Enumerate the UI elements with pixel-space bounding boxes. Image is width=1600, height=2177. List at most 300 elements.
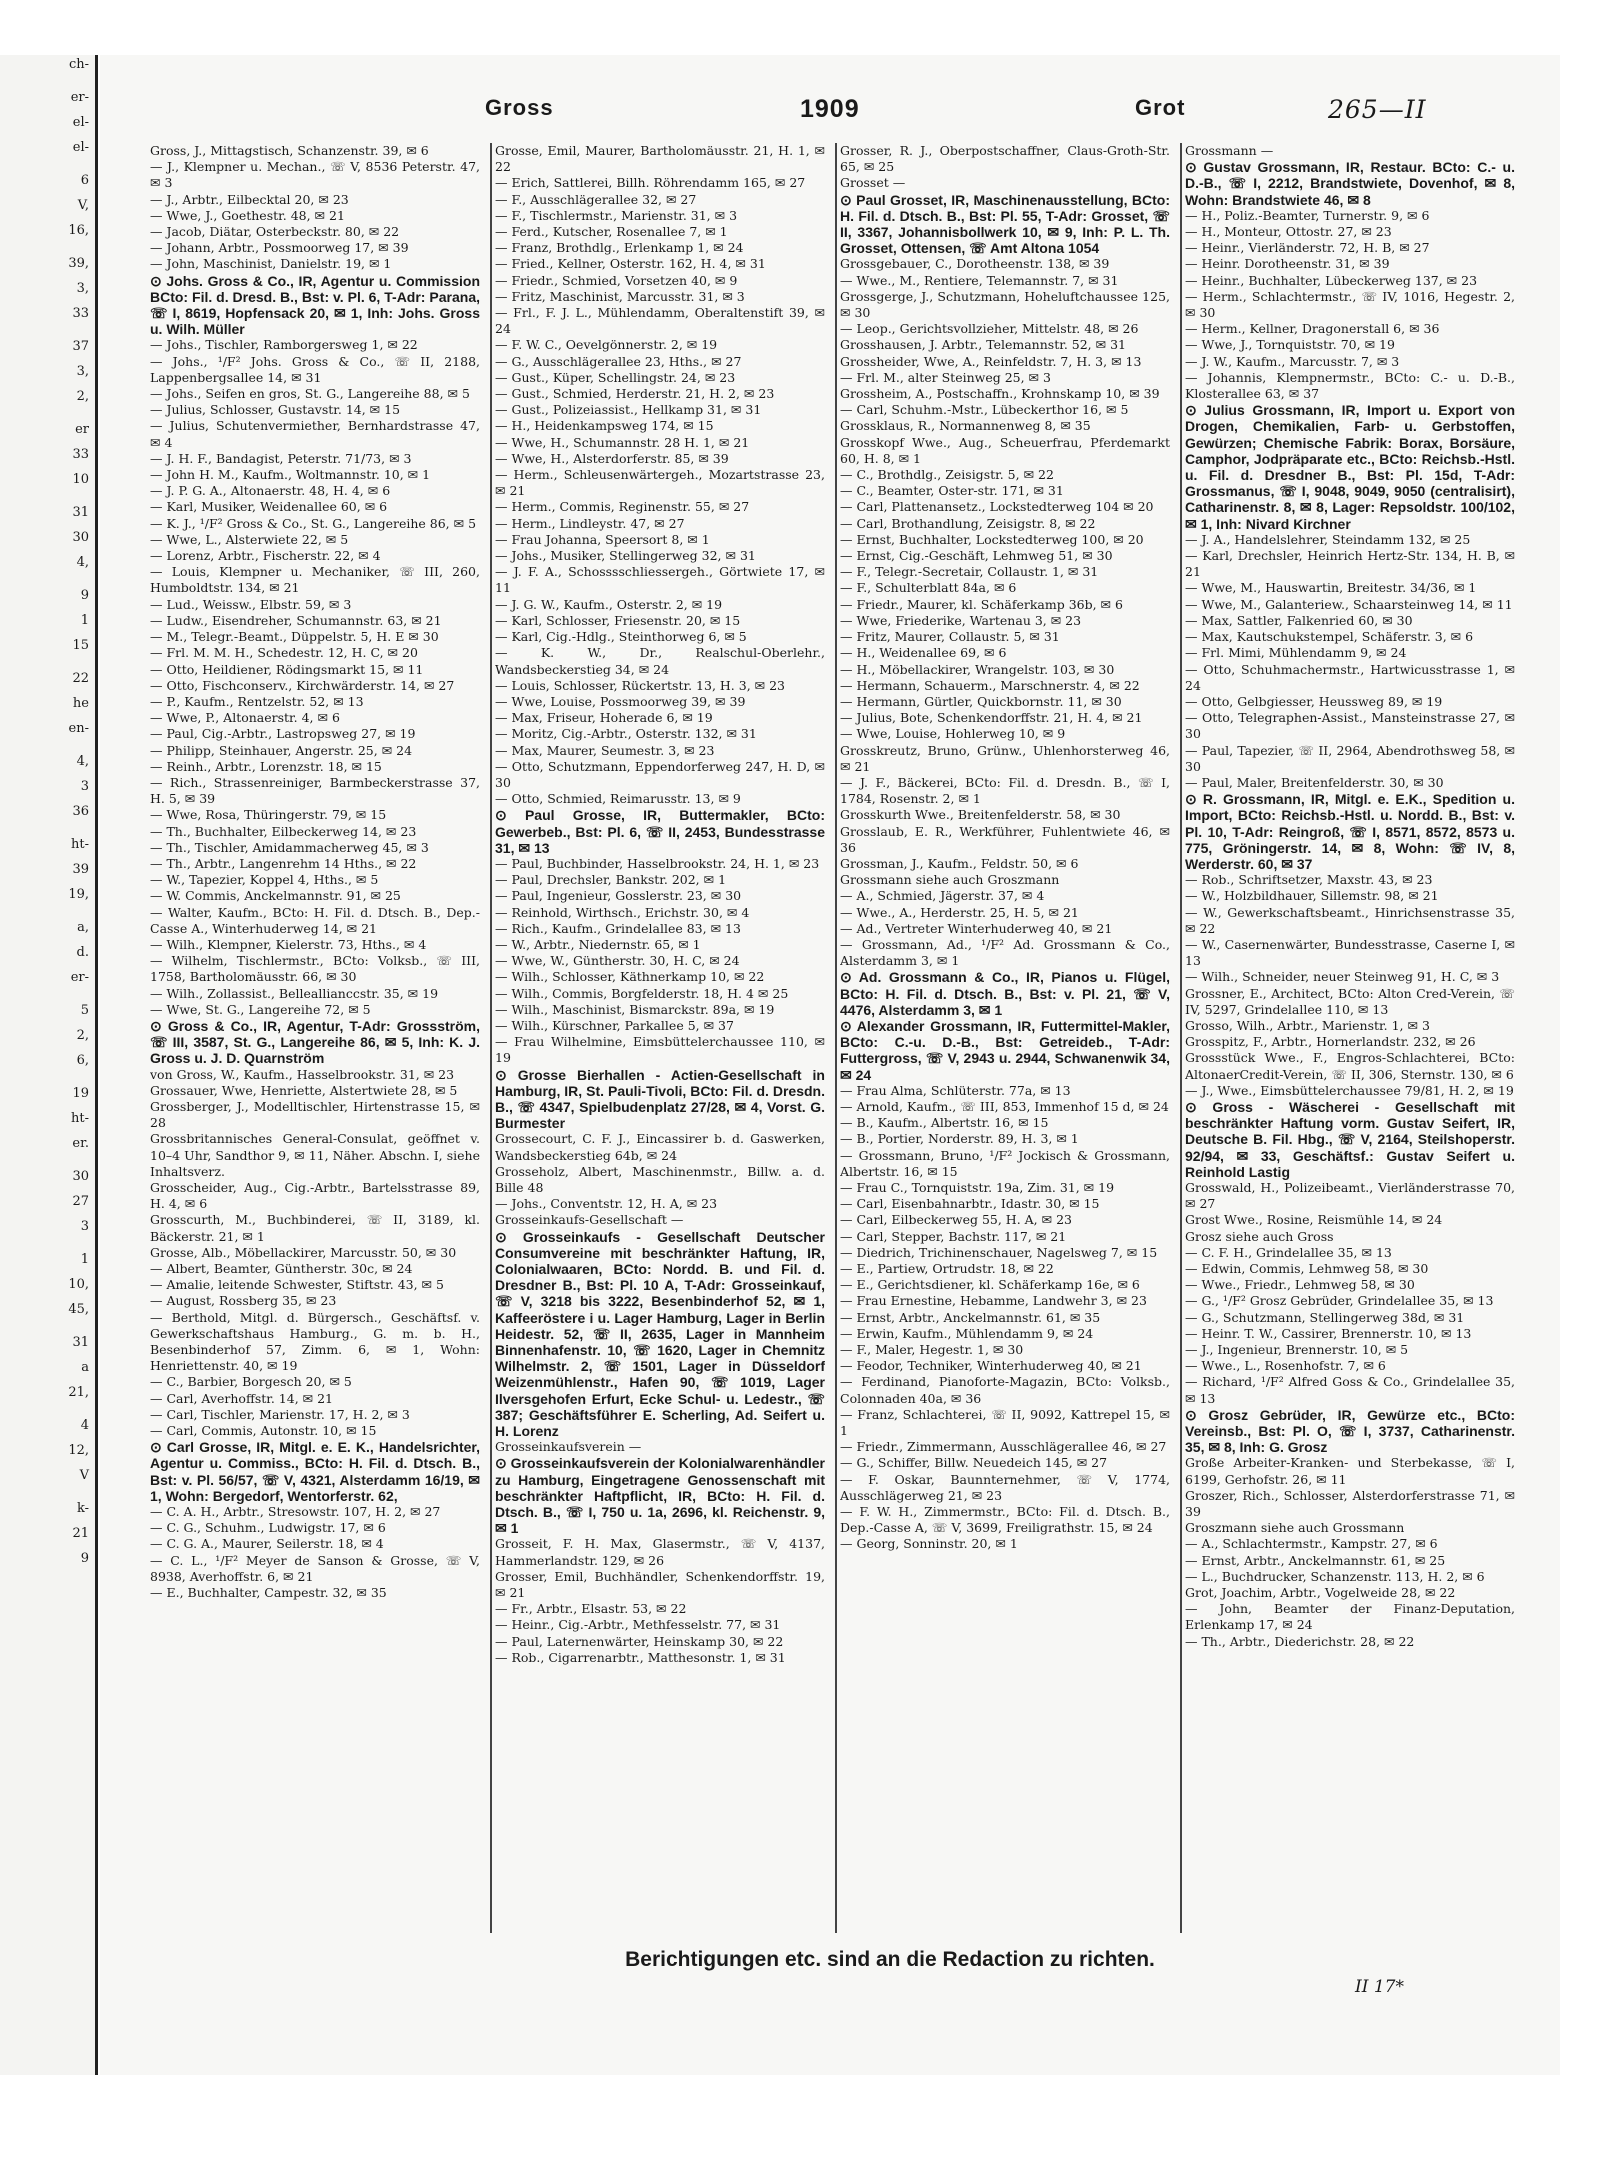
directory-entry: — Richard, ¹/F² Alfred Goss & Co., Grindelallee 35, ✉ 13: [1185, 1374, 1515, 1406]
directory-entry: — F. W. H., Zimmermstr., BCto: Fil. d. Dtsch. B., Dep.-Casse A, ☏ V, 3699, Freiligrathstr. 15, ✉ 24: [840, 1504, 1170, 1536]
directory-entry: ⊙ Gross - Wäscherei - Gesellschaft mit beschränkter Haftung vorm. Gustav Seifert, IR, Deutsche B. Fil. Hbg., ☏ V, 2164, Steilshoperstr. 92/94, ✉ 33, Geschäftsf.: Gustav Seifert u. Reinhold Lastig: [1185, 1098, 1515, 1180]
directory-entry: — C. G. A., Maurer, Seilerstr. 18, ✉ 4: [150, 1536, 384, 1552]
directory-entry: — Paul, Drechsler, Bankstr. 202, ✉ 1: [495, 872, 727, 888]
adjacent-page-fragment: 6: [80, 173, 89, 188]
directory-entry: — F., Ausschlägerallee 32, ✉ 27: [495, 191, 697, 207]
directory-entry: — Ferd., Kutscher, Rosenallee 7, ✉ 1: [495, 224, 728, 240]
directory-page: [100, 55, 1560, 2075]
directory-entry: — W., Tapezier, Koppel 4, Hths., ✉ 5: [150, 872, 379, 888]
directory-entry: Grossner, E., Architect, BCto: Alton Cred-Verein, ☏ IV, 5297, Grindelallee 110, ✉ 13: [1185, 985, 1515, 1017]
directory-entry: — Th., Arbtr., Diederichstr. 28, ✉ 22: [1185, 1633, 1415, 1649]
directory-entry: — Lorenz, Arbtr., Fischerstr. 22, ✉ 4: [150, 548, 381, 564]
directory-entry: — Ernst, Buchhalter, Lockstedterweg 100, ✉ 20: [840, 531, 1144, 547]
adjacent-page-fragment: 27: [72, 1194, 89, 1209]
directory-entry: — Franz, Schlachterei, ☏ II, 9092, Kattrepel 15, ✉ 1: [840, 1406, 1170, 1439]
directory-entry: — Wwe, Louise, Hohlerweg 10, ✉ 9: [840, 726, 1066, 742]
directory-entry: — Ernst, Cig.-Geschäft, Lehmweg 51, ✉ 30: [840, 548, 1113, 564]
directory-column-4: [1185, 143, 1515, 1933]
directory-entry: — Paul, Ingenieur, Gosslerstr. 23, ✉ 30: [495, 888, 742, 904]
adjacent-page-fragment: en-: [68, 721, 89, 736]
directory-entry: Grosseinkaufs-Gesellschaft —: [495, 1212, 684, 1228]
directory-entry: Grot, Joachim, Arbtr., Vogelweide 28, ✉ 22: [1185, 1585, 1456, 1601]
directory-entry: Grosset —: [840, 175, 906, 191]
directory-entry: — Carl, Plattenansetz., Lockstedterweg 104 ✉ 20: [840, 499, 1154, 515]
directory-entry: — Johannis, Klempnermstr., BCto: C.- u. D.-B., Klosterallee 63, ✉ 37: [1185, 369, 1515, 402]
adjacent-page-fragment: 30: [72, 530, 89, 545]
directory-entry: — Carl, Eisenbahnarbtr., Idastr. 30, ✉ 15: [840, 1196, 1100, 1212]
directory-entry: — W., Arbtr., Niedernstr. 65, ✉ 1: [495, 936, 701, 952]
directory-entry: — Rob., Schriftsetzer, Maxstr. 43, ✉ 23: [1185, 872, 1433, 888]
directory-entry: Große Arbeiter-Kranken- und Sterbekasse, ☏ I, 6199, Gerhofstr. 26, ✉ 11: [1185, 1455, 1515, 1487]
adjacent-page-fragment: 36: [72, 804, 89, 819]
directory-entry: — Otto, Schutzmann, Eppendorferweg 247, H. D, ✉ 30: [495, 758, 825, 790]
directory-entry: — Heinr., Cig.-Arbtr., Methfesselstr. 77, ✉ 31: [495, 1617, 781, 1633]
directory-entry: Grosskopf Wwe., Aug., Scheuerfrau, Pferdemarkt 60, H. 8, ✉ 1: [840, 434, 1170, 466]
directory-entry: — Otto, Telegraphen-Assist., Mansteinstrasse 27, ✉ 30: [1185, 710, 1515, 742]
directory-entry: — Carl, Tischler, Marienstr. 17, H. 2, ✉ 3: [150, 1406, 410, 1422]
directory-entry: ⊙ Grosseinkaufsverein der Kolonialwarenhändler zu Hamburg, Eingetragene Genossenschaft mit beschränkter Haftpflicht, IR, BCto: H. Fil. d. Dtsch. B., ☏ I, 750 u. 1a, 2696, kl. Reichenstr. 9, ✉ 1: [495, 1455, 825, 1537]
directory-entry: Grosskreutz, Bruno, Grünw., Uhlenhorsterweg 46, ✉ 21: [840, 742, 1170, 774]
directory-entry: — Frau C., Tornquiststr. 19a, Zim. 31, ✉ 19: [840, 1180, 1115, 1195]
directory-entry: — Reinhold, Wirthsch., Erichstr. 30, ✉ 4: [495, 904, 750, 920]
directory-entry: — Gust., Schmied, Herderstr. 21, H. 2, ✉ 23: [495, 386, 775, 402]
directory-entry: — Wwe, H., Alsterdorferstr. 85, ✉ 39: [495, 450, 729, 466]
directory-entry: Grossgebauer, C., Dorotheenstr. 138, ✉ 39: [840, 256, 1110, 272]
directory-entry: — Heinr. T. W., Cassirer, Brennerstr. 10, ✉ 13: [1185, 1325, 1472, 1341]
footer-notice: Berichtigungen etc. sind an die Redaction zu richten.: [625, 1948, 1155, 1971]
directory-entry: — Carl, Schuhm.-Mstr., Lübeckerthor 16, ✉ 5: [840, 402, 1129, 418]
adjacent-page-fragment: 16,: [68, 223, 89, 238]
adjacent-page-fragment: 3: [80, 779, 89, 794]
directory-entry: — Lud., Weissw., Elbstr. 59, ✉ 3: [150, 596, 352, 612]
directory-entry: — Carl, Stepper, Bachstr. 117, ✉ 21: [840, 1228, 1067, 1244]
directory-entry: — G., Schutzmann, Stellingerweg 38d, ✉ 31: [1185, 1309, 1465, 1325]
adjacent-page-fragment: er-: [70, 90, 89, 105]
adjacent-page-fragment: 39: [72, 862, 89, 877]
directory-entry: Grossmann siehe auch Groszmann: [840, 872, 1060, 888]
adjacent-page-fragment: a: [81, 1360, 89, 1375]
directory-entry: — Heinr. Dorotheenstr. 31, ✉ 39: [1185, 256, 1390, 272]
directory-entry: — Hermann, Gürtler, Quickbornstr. 11, ✉ 30: [840, 693, 1122, 709]
directory-entry: — K. J., ¹/F² Gross & Co., St. G., Langereihe 86, ✉ 5: [150, 515, 477, 531]
directory-entry: — Frl. M. M. H., Schedestr. 12, H. C, ✉ 20: [150, 645, 418, 661]
directory-entry: — J., Ingenieur, Brennerstr. 10, ✉ 5: [1185, 1342, 1409, 1358]
adjacent-page-fragment: el-: [72, 140, 89, 155]
page-number: 265—II: [1328, 95, 1427, 124]
directory-entry: — Fritz, Maschinist, Marcusstr. 31, ✉ 3: [495, 288, 745, 304]
directory-entry: Grosse, Emil, Maurer, Bartholomäusstr. 21, H. 1, ✉ 22: [495, 143, 825, 175]
directory-entry: — Johs., Tischler, Ramborgersweg 1, ✉ 22: [150, 337, 418, 353]
directory-entry: — J. F., Bäckerei, BCto: Fil. d. Dresdn. B., ☏ I, 1784, Rosenstr. 2, ✉ 1: [840, 774, 1170, 807]
directory-entry: Grossstück Wwe., F., Engros-Schlachterei, BCto: AltonaerCredit-Verein, ☏ II, 306, Sternstr. 130, ✉ 6: [1185, 1050, 1515, 1082]
directory-entry: — Karl, Musiker, Weidenallee 60, ✉ 6: [150, 499, 388, 515]
directory-entry: ⊙ Alexander Grossmann, IR, Futtermittel-Makler, BCto: C.-u. D.-B., Bst: Getreideb., T-Adr: Futtergross, ☏ V, 2943 u. 2944, Schwanenwik 34, ✉ 24: [840, 1017, 1170, 1083]
adjacent-page-fragment: 39,: [68, 256, 89, 271]
directory-entry: — M., Telegr.-Beamt., Düppelstr. 5, H. E ✉ 30: [150, 629, 439, 645]
directory-entry: — Heinr., Buchhalter, Lübeckerweg 137, ✉ 23: [1185, 272, 1478, 288]
directory-entry: — Wwe, St. G., Langereihe 72, ✉ 5: [150, 1001, 371, 1017]
directory-entry: — Wwe, J., Goethestr. 48, ✉ 21: [150, 207, 345, 223]
directory-entry: — F. W. C., Oevelgönnerstr. 2, ✉ 19: [495, 337, 718, 353]
directory-entry: — E., Partiew, Ortrudstr. 18, ✉ 22: [840, 1261, 1054, 1277]
directory-entry: — Otto, Heildiener, Rödingsmarkt 15, ✉ 11: [150, 661, 424, 677]
directory-entry: — P., Kaufm., Rentzelstr. 52, ✉ 13: [150, 693, 364, 709]
header-year: 1909: [800, 95, 860, 123]
directory-entry: — Frau Ernestine, Hebamme, Landwehr 3, ✉ 23: [840, 1293, 1147, 1309]
directory-entry: — J. W., Kaufm., Marcusstr. 7, ✉ 3: [1185, 353, 1400, 369]
directory-column-1: [150, 143, 480, 1933]
directory-entry: — Wwe., M., Rentiere, Telemannstr. 7, ✉ 31: [840, 272, 1119, 288]
directory-entry: Grossgerge, J., Schutzmann, Hoheluftchaussee 125, ✉ 30: [840, 288, 1170, 321]
directory-entry: — J., Arbtr., Eilbecktal 20, ✉ 23: [150, 191, 349, 207]
directory-entry: ⊙ Johs. Gross & Co., IR, Agentur u. Commission BCto: Fil. d. Dresd. B., Bst: v. Pl. 6, T-Adr: Parana, ☏ I, 8619, Hopfensack 20, ✉ 1, Inh: Johs. Gross u. Wilh. Müller: [150, 272, 480, 338]
directory-entry: — Julius, Schutenvermiether, Bernhardstrasse 47, ✉ 4: [150, 418, 480, 450]
directory-entry: — Karl, Cig.-Hdlg., Steinthorweg 6, ✉ 5: [495, 629, 747, 645]
directory-entry: — Gust., Polizeiassist., Hellkamp 31, ✉ 31: [495, 402, 762, 418]
directory-entry: — Th., Tischler, Amidammacherweg 45, ✉ 3: [150, 839, 429, 855]
directory-entry: — Wilh., Zollassist., Belleallianccstr. 35, ✉ 19: [150, 985, 439, 1001]
directory-entry: — Ernst, Arbtr., Anckelmannstr. 61, ✉ 25: [1185, 1552, 1446, 1568]
directory-entry: — Otto, Schmied, Reimarusstr. 13, ✉ 9: [495, 791, 741, 807]
adjacent-page-fragment: 3: [80, 1219, 89, 1234]
directory-entry: — Albert, Beamter, Güntherstr. 30c, ✉ 24: [150, 1261, 413, 1277]
directory-entry: — Fr., Arbtr., Elsastr. 53, ✉ 22: [495, 1601, 687, 1617]
adjacent-page-fragment: 12,: [68, 1443, 89, 1458]
directory-entry: — Diedrich, Trichinenschauer, Nagelsweg 7, ✉ 15: [840, 1244, 1158, 1260]
directory-entry: Grosspitz, F., Arbtr., Hornerlandstr. 232, ✉ 26: [1185, 1034, 1476, 1050]
directory-entry: — H., Poliz.-Beamter, Turnerstr. 9, ✉ 6: [1185, 207, 1430, 223]
directory-entry: — Johs., Seifen en gros, St. G., Langereihe 88, ✉ 5: [150, 386, 470, 402]
adjacent-page-fragment: V: [79, 1468, 89, 1483]
directory-entry: — Gust., Küper, Schellingstr. 24, ✉ 23: [495, 369, 736, 385]
adjacent-page-fragment: 3,: [76, 281, 89, 296]
directory-entry: — W. Commis, Anckelmannstr. 91, ✉ 25: [150, 888, 401, 904]
directory-entry: — Karl, Drechsler, Heinrich Hertz-Str. 134, H. B, ✉ 21: [1185, 548, 1515, 580]
adjacent-page-fragment: 6,: [76, 1053, 89, 1068]
directory-columns: [150, 143, 1528, 1933]
directory-entry: Grosskurth Wwe., Breitenfelderstr. 58, ✉ 30: [840, 807, 1121, 823]
running-header: [100, 95, 1560, 135]
adjacent-page-fragment: 33: [72, 306, 89, 321]
directory-entry: — Karl, Schlosser, Friesenstr. 20, ✉ 15: [495, 612, 741, 628]
directory-entry: — F., Schulterblatt 84a, ✉ 6: [840, 580, 1017, 596]
directory-entry: Groszmann siehe auch Grossmann: [1185, 1520, 1405, 1536]
adjacent-page-fragment: 15: [72, 638, 89, 653]
directory-entry: — Louis, Schlosser, Rückertstr. 13, H. 3, ✉ 23: [495, 677, 785, 693]
directory-entry: — H., Möbellackirer, Wrangelstr. 103, ✉ 30: [840, 661, 1115, 677]
directory-entry: — K. W., Dr., Realschul-Oberlehr., Wandsbeckerstieg 34, ✉ 24: [495, 645, 825, 677]
directory-entry: Grossauer, Wwe, Henriette, Alstertwiete 28, ✉ 5: [150, 1082, 458, 1098]
directory-entry: — Herm., Commis, Reginenstr. 55, ✉ 27: [495, 499, 750, 515]
adjacent-page-fragment: 9: [80, 588, 89, 603]
directory-entry: — G., ¹/F² Grosz Gebrüder, Grindelallee 35, ✉ 13: [1185, 1293, 1494, 1309]
directory-entry: — Amalie, leitende Schwester, Stiftstr. 43, ✉ 5: [150, 1277, 444, 1293]
adjacent-page-fragment: 10: [72, 472, 89, 487]
adjacent-page-fragment: 2,: [76, 1028, 89, 1043]
directory-entry: — G., Ausschlägerallee 23, Hths., ✉ 27: [495, 353, 742, 369]
directory-entry: — Paul, Buchbinder, Hasselbrookstr. 24, H. 1, ✉ 23: [495, 855, 820, 871]
directory-entry: — Wilhelm, Tischlermstr., BCto: Volksb., ☏ III, 1758, Bartholomäusstr. 66, ✉ 30: [150, 953, 480, 985]
directory-entry: — Max, Friseur, Hoherade 6, ✉ 19: [495, 710, 713, 726]
directory-entry: — C. G., Schuhm., Ludwigstr. 17, ✉ 6: [150, 1520, 386, 1536]
directory-entry: — Ferdinand, Pianoforte-Magazin, BCto: Volksb., Colonnaden 40a, ✉ 36: [840, 1374, 1170, 1406]
directory-entry: — W., Gewerkschaftsbeamt., Hinrichsenstrasse 35, ✉ 22: [1185, 904, 1515, 936]
directory-entry: ⊙ Ad. Grossmann & Co., IR, Pianos u. Flügel, BCto: H. Fil. d. Dtsch. B., Bst: v. Pl. 21, ☏ V, 4476, Alsterdamm 3, ✉ 1: [840, 969, 1170, 1018]
adjacent-page-fragment: 9: [80, 1551, 89, 1566]
directory-entry: — W., Casernenwärter, Bundesstrasse, Caserne I, ✉ 13: [1185, 936, 1515, 969]
directory-entry: — C. L., ¹/F² Meyer de Sanson & Grosse, ☏ V, 8938, Averhoffstr. 6, ✉ 21: [150, 1552, 480, 1584]
directory-entry: Grossberger, J., Modelltischler, Hirtenstrasse 15, ✉ 28: [150, 1098, 480, 1131]
directory-entry: — Otto, Gelbgiesser, Heussweg 89, ✉ 19: [1185, 693, 1443, 709]
directory-entry: — Wilh., Maschinist, Bismarckstr. 89a, ✉ 19: [495, 1001, 775, 1017]
directory-entry: — Wwe, M., Galanteriew., Schaarsteinweg 14, ✉ 11: [1185, 596, 1513, 612]
directory-entry: Grosswald, H., Polizeibeamt., Vierländerstrasse 70, ✉ 27: [1185, 1180, 1515, 1212]
directory-entry: — Wwe, P., Altonaerstr. 4, ✉ 6: [150, 710, 340, 726]
adjacent-page-fragment: 37: [72, 339, 89, 354]
directory-entry: ⊙ Gustav Grossmann, IR, Restaur. BCto: C.- u. D.-B., ☏ I, 2212, Brandstwiete, Dovenhof, ✉ 8, Wohn: Brandstwiete 46, ✉ 8: [1185, 159, 1515, 208]
directory-entry: — Jacob, Diätar, Osterbeckstr. 80, ✉ 22: [150, 224, 400, 240]
adjacent-page-fragment: er-: [70, 970, 89, 985]
directory-entry: — A., Schlachtermstr., Kampstr. 27, ✉ 6: [1185, 1536, 1438, 1552]
directory-entry: — E., Buchhalter, Campestr. 32, ✉ 35: [150, 1585, 387, 1601]
directory-entry: — Arnold, Kaufm., ☏ III, 853, Immenhof 15 d, ✉ 24: [840, 1098, 1169, 1114]
directory-entry: — Philipp, Steinhauer, Angerstr. 25, ✉ 24: [150, 742, 413, 758]
directory-entry: ⊙ R. Grossmann, IR, Mitgl. e. E.K., Spedition u. Import, BCto: Reichsb.-Hstl. u. Nordd. B., Bst: v. Pl. 10, T-Adr: Reingroß, ☏ I, 8571, 8572, 8573 u. 775, Gröningerstr. 14, ✉ 8, Wohn: ☏ IV, 8, Werderstr. 60, ✉ 37: [1185, 791, 1515, 872]
directory-entry: — Wwe, Friederike, Wartenau 3, ✉ 23: [840, 612, 1082, 628]
directory-entry: Grost Wwe., Rosine, Reismühle 14, ✉ 24: [1185, 1212, 1443, 1228]
directory-entry: Grosser, Emil, Buchhändler, Schenkendorffstr. 19, ✉ 21: [495, 1568, 825, 1601]
directory-entry: — Paul, Cig.-Arbtr., Lastropsweg 27, ✉ 19: [150, 726, 416, 742]
adjacent-page-fragment: er: [75, 422, 89, 437]
directory-entry: ⊙ Grosse Bierhallen - Actien-Gesellschaft in Hamburg, IR, St. Pauli-Tivoli, BCto: Fil. d. Dresdn. B., ☏ 4347, Spielbudenplatz 27/28, ✉ 4, Vorst. G. Burmester: [495, 1066, 825, 1132]
directory-entry: — Moritz, Cig.-Arbtr., Osterstr. 132, ✉ 31: [495, 726, 757, 742]
directory-entry: — Louis, Klempner u. Mechaniker, ☏ III, 260, Humboldtstr. 134, ✉ 21: [150, 564, 480, 596]
directory-entry: Grosso, Wilh., Arbtr., Marienstr. 1, ✉ 3: [1185, 1017, 1430, 1033]
directory-entry: Grosslaub, E. R., Werkführer, Fuhlentwiete 46, ✉ 36: [840, 823, 1170, 855]
directory-entry: — Th., Buchhalter, Eilbeckerweg 14, ✉ 23: [150, 823, 417, 839]
directory-entry: von Gross, W., Kaufm., Hasselbrookstr. 31, ✉ 23: [150, 1066, 455, 1082]
adjacent-page-fragment: ch-: [68, 57, 89, 72]
directory-entry: — B., Portier, Norderstr. 89, H. 3, ✉ 1: [840, 1131, 1079, 1147]
adjacent-page-fragment: 31: [72, 505, 89, 520]
directory-entry: — Heinr., Vierländerstr. 72, H. B, ✉ 27: [1185, 240, 1430, 256]
directory-entry: Grossheider, Wwe, A., Reinfeldstr. 7, H. 3, ✉ 13: [840, 353, 1142, 369]
directory-entry: — C., Barbier, Borgesch 20, ✉ 5: [150, 1374, 352, 1390]
directory-entry: — Julius, Schlosser, Gustavstr. 14, ✉ 15: [150, 402, 401, 418]
directory-entry: — B., Kaufm., Albertstr. 16, ✉ 15: [840, 1115, 1049, 1131]
directory-entry: — Julius, Bote, Schenkendorffstr. 21, H. 4, ✉ 21: [840, 710, 1143, 726]
adjacent-page-fragment: 10,: [68, 1277, 89, 1292]
directory-entry: — Max, Kautschukstempel, Schäferstr. 3, ✉ 6: [1185, 629, 1474, 645]
directory-entry: — J. P. G. A., Altonaerstr. 48, H. 4, ✉ 6: [150, 483, 391, 499]
directory-entry: — Rich., Strassenreiniger, Barmbeckerstrasse 37, H. 5, ✉ 39: [150, 774, 480, 807]
directory-entry: — John, Maschinist, Danielstr. 19, ✉ 1: [150, 256, 392, 272]
directory-entry: — J. G. W., Kaufm., Osterstr. 2, ✉ 19: [495, 596, 723, 612]
directory-entry: ⊙ Carl Grosse, IR, Mitgl. e. E. K., Handelsrichter, Agentur u. Commiss., BCto: H. Fil. d. Dtsch. B., Bst: v. Pl. 56/57, ☏ V, 4321, Alsterdamm 16/19, ✉ 1, Wohn: Bergedorf, Wentorferstr. 62,: [150, 1439, 480, 1504]
adjacent-page-fragment: 2,: [76, 389, 89, 404]
directory-entry: — Paul, Maler, Breitenfelderstr. 30, ✉ 30: [1185, 774, 1444, 790]
directory-entry: — Frl. Mimi, Mühlendamm 9, ✉ 24: [1185, 645, 1407, 661]
directory-entry: — Reinh., Arbtr., Lorenzstr. 18, ✉ 15: [150, 758, 382, 774]
directory-entry: — Paul, Tapezier, ☏ II, 2964, Abendrothsweg 58, ✉ 30: [1185, 742, 1515, 774]
directory-entry: — J. H. F., Bandagist, Peterstr. 71/73, ✉ 3: [150, 450, 412, 466]
directory-entry: — H., Weidenallee 69, ✉ 6: [840, 645, 1007, 661]
adjacent-page-fragment: 4: [80, 1418, 89, 1433]
directory-entry: Grosz siehe auch Gross: [1185, 1228, 1334, 1244]
directory-entry: — Johann, Arbtr., Possmoorweg 17, ✉ 39: [150, 240, 409, 256]
directory-entry: — Frl. M., alter Steinweg 25, ✉ 3: [840, 369, 1051, 385]
directory-entry: — J., Wwe., Eimsbüttelerchaussee 79/81, H. 2, ✉ 19: [1185, 1082, 1514, 1098]
directory-entry: — Carl, Eilbeckerweg 55, H. A, ✉ 23: [840, 1212, 1072, 1228]
directory-entry: — F., Telegr.-Secretair, Collaustr. 1, ✉ 31: [840, 564, 1099, 580]
directory-entry: — Wwe., Friedr., Lehmweg 58, ✉ 30: [1185, 1277, 1415, 1293]
directory-entry: — John, Beamter der Finanz-Deputation, Erlenkamp 17, ✉ 24: [1185, 1601, 1515, 1633]
sheet-signature: II 17*: [1355, 1977, 1404, 1997]
adjacent-page-fragment: 30: [72, 1169, 89, 1184]
header-first-entry: Gross: [485, 95, 554, 120]
directory-entry: — Carl, Commis, Autonstr. 10, ✉ 15: [150, 1423, 377, 1439]
directory-entry: — Herm., Kellner, Dragonerstall 6, ✉ 36: [1185, 321, 1440, 337]
directory-entry: — Wwe., L., Rosenhofstr. 7, ✉ 6: [1185, 1358, 1386, 1374]
directory-entry: — Carl, Averhoffstr. 14, ✉ 21: [150, 1390, 334, 1406]
adjacent-page-fragment: 3,: [76, 364, 89, 379]
directory-entry: — Herm., Schlachtermstr., ☏ IV, 1016, Hegestr. 2, ✉ 30: [1185, 288, 1515, 321]
directory-entry: — Franz, Brothdlg., Erlenkamp 1, ✉ 24: [495, 240, 744, 256]
directory-entry: — J. A., Handelslehrer, Steindamm 132, ✉ 25: [1185, 531, 1471, 547]
directory-entry: — Wwe, W., Güntherstr. 30, H. C, ✉ 24: [495, 953, 740, 969]
directory-entry: — Max, Sattler, Falkenried 60, ✉ 30: [1185, 612, 1413, 628]
adjacent-page-fragment: ht-: [71, 837, 89, 852]
directory-entry: — Wwe, M., Hauswartin, Breitestr. 34/36, ✉ 1: [1185, 580, 1477, 596]
directory-entry: ⊙ Julius Grossmann, IR, Import u. Export von Drogen, Chemikalien, Farb- u. Gerbstoffen, Gewürzen; Chemische Fabrik: Borax, Borsäure, Camphor, Jodpräparate etc., BCto: Reichsb.-Hstl. u. Fil. d. Dresdner B., Bst: Pl. 15d, T-Adr: Grossmanus, ☏ I, 9048, 9049, 9050 (centralisirt), Catharinenstr. 8, ✉ 8, Lager: Repsoldstr. 100/102, ✉ 1, Inh: Nivard Kirchner: [1185, 402, 1515, 532]
directory-entry: — C., Brothdlg., Zeisigstr. 5, ✉ 22: [840, 467, 1054, 483]
directory-entry: — Frl., F. J. L., Mühlendamm, Oberaltenstift 39, ✉ 24: [495, 305, 825, 337]
directory-entry: Grossmann —: [1185, 143, 1274, 158]
directory-entry: — Wilh., Schlosser, Käthnerkamp 10, ✉ 22: [495, 969, 765, 985]
directory-entry: ⊙ Paul Grosse, IR, Buttermakler, BCto: Gewerbeb., Bst: Pl. 6, ☏ II, 2453, Bundesstrasse 31, ✉ 13: [495, 807, 825, 856]
directory-entry: — Wilh., Klempner, Kielerstr. 73, Hths., ✉ 4: [150, 936, 427, 952]
adjacent-page-fragment: 33: [72, 447, 89, 462]
directory-entry: Grossbritannisches General-Consulat, geöffnet v. 10–4 Uhr, Sandthor 9, ✉ 11, Näher. Abschn. I, siehe Inhaltsverz.: [150, 1131, 480, 1179]
directory-entry: Grosshausen, J. Arbtr., Telemannstr. 52, ✉ 31: [840, 337, 1126, 353]
adjacent-page-fragment: 19: [72, 1086, 89, 1101]
directory-entry: ⊙ Grosz Gebrüder, IR, Gewürze etc., BCto: Vereinsb., Bst: Pl. O, ☏ I, 3737, Catharinenstr. 35, ✉ 8, Inh: G. Grosz: [1185, 1406, 1515, 1456]
adjacent-page-fragment: ht-: [71, 1111, 89, 1126]
directory-entry: — L., Buchdrucker, Schanzenstr. 113, H. 2, ✉ 6: [1185, 1568, 1485, 1584]
directory-entry: Gross, J., Mittagstisch, Schanzenstr. 39, ✉ 6: [150, 143, 429, 158]
directory-entry: — Leop., Gerichtsvollzieher, Mittelstr. 48, ✉ 26: [840, 321, 1139, 337]
directory-entry: — C. A. H., Arbtr., Stresowstr. 107, H. 2, ✉ 27: [150, 1504, 441, 1520]
adjacent-page-fragment: 5: [80, 1003, 89, 1018]
directory-entry: — Erich, Sattlerei, Billh. Röhrendamm 165, ✉ 27: [495, 175, 806, 191]
directory-entry: — Th., Arbtr., Langenrehm 14 Hths., ✉ 22: [150, 855, 417, 871]
adjacent-page-fragment: 31: [72, 1335, 89, 1350]
directory-entry: Grossman, J., Kaufm., Feldstr. 50, ✉ 6: [840, 855, 1079, 871]
directory-entry: — Max, Maurer, Seumestr. 3, ✉ 23: [495, 742, 715, 758]
directory-entry: ⊙ Grosseinkaufs - Gesellschaft Deutscher Consumvereine mit beschränkter Haftung, IR, Colonialwaaren, BCto: Nordd. B. und Fil. d. Dresdner B., Bst: Pl. 10 A, T-Adr: Grosseinkauf, ☏ V, 3218 bis 3222, Besenbinderhof 52, ✉ 1, Kaffeeröstere i u. Lager Hamburg, Lager in Berlin Heidestr. 52, ☏ II, 2635, Lager in Mannheim Binnenhafenstr. 10, ☏ 1620, Lager in Chemnitz Wilhelmstr. 2, ☏ 1501, Lager in Düsseldorf Weizenmühlenstr., Hafen 90, ☏ 1019, Lager Ilversgehofen Erfurt, Ecke Schul- u. Ledestr., ☏ 387; Geschäftsführer E. Scherling, Ad. Seifert u. H. Lorenz: [495, 1228, 825, 1440]
adjacent-page-fragment: V,: [77, 198, 89, 213]
adjacent-page-fragment: er.: [72, 1136, 89, 1151]
directory-entry: Grossheim, A., Postschaffn., Krohnskamp 10, ✉ 39: [840, 386, 1160, 402]
adjacent-page-fragment: he: [72, 696, 89, 711]
directory-entry: — C. F. H., Grindelallee 35, ✉ 13: [1185, 1244, 1392, 1260]
directory-entry: — August, Rossberg 35, ✉ 23: [150, 1293, 337, 1309]
directory-entry: — Wilh., Kürschner, Parkallee 5, ✉ 37: [495, 1017, 734, 1033]
directory-entry: — Grossmann, Bruno, ¹/F² Jockisch & Grossmann, Albertstr. 16, ✉ 15: [840, 1147, 1170, 1179]
directory-entry: — J., Klempner u. Mechan., ☏ V, 8536 Peterstr. 47, ✉ 3: [150, 159, 480, 191]
directory-entry: — Otto, Schuhmachermstr., Hartwicusstrasse 1, ✉ 24: [1185, 661, 1515, 693]
directory-entry: — Paul, Laternenwärter, Heinskamp 30, ✉ 22: [495, 1633, 784, 1649]
directory-entry: — H., Monteur, Ottostr. 27, ✉ 23: [1185, 224, 1392, 240]
directory-entry: Grosscurth, M., Buchbinderei, ☏ II, 3189, kl. Bäckerstr. 21, ✉ 1: [150, 1212, 480, 1244]
directory-entry: — Frau Johanna, Speersort 8, ✉ 1: [495, 531, 710, 547]
directory-entry: — F., Maler, Hegestr. 1, ✉ 30: [840, 1342, 1024, 1358]
directory-entry: — G., Schiffer, Billw. Neuedeich 145, ✉ 27: [840, 1455, 1108, 1471]
adjacent-page-fragment: a,: [77, 920, 89, 935]
directory-entry: — Friedr., Zimmermann, Ausschlägerallee 46, ✉ 27: [840, 1439, 1167, 1455]
directory-entry: — Georg, Sonninstr. 20, ✉ 1: [840, 1536, 1018, 1552]
adjacent-page-fragment: 1: [80, 1252, 89, 1267]
directory-entry: — Edwin, Commis, Lehmweg 58, ✉ 30: [1185, 1261, 1429, 1277]
directory-entry: — W., Holzbildhauer, Sillemstr. 98, ✉ 21: [1185, 888, 1439, 904]
directory-entry: — Fried., Kellner, Osterstr. 162, H. 4, ✉ 31: [495, 256, 766, 272]
directory-entry: — Rob., Cigarrenarbtr., Matthesonstr. 1, ✉ 31: [495, 1649, 786, 1665]
directory-entry: Grossecourt, C. F. J., Eincassirer b. d. Gaswerken, Wandsbeckerstieg 64b, ✉ 24: [495, 1131, 825, 1163]
directory-entry: — Wwe, Rosa, Thüringerstr. 79, ✉ 15: [150, 807, 387, 823]
directory-entry: — F., Tischlermstr., Marienstr. 31, ✉ 3: [495, 207, 738, 223]
directory-column-2: [495, 143, 825, 1933]
directory-entry: Grossklaus, R., Normannenweg 8, ✉ 35: [840, 418, 1091, 434]
directory-entry: Grosser, R. J., Oberpostschaffner, Claus-Groth-Str. 65, ✉ 25: [840, 143, 1170, 175]
adjacent-page-fragment: 21,: [68, 1385, 89, 1400]
directory-entry: — C., Beamter, Oster-str. 171, ✉ 31: [840, 483, 1064, 499]
directory-entry: — Walter, Kaufm., BCto: H. Fil. d. Dtsch. B., Dep.-Casse A., Winterhuderweg 14, ✉ 21: [150, 904, 480, 936]
directory-entry: — Fritz, Maurer, Collaustr. 5, ✉ 31: [840, 629, 1060, 645]
directory-entry: — Hermann, Schauerm., Marschnerstr. 4, ✉ 22: [840, 677, 1140, 693]
directory-entry: — Rich., Kaufm., Grindelallee 83, ✉ 13: [495, 920, 741, 936]
directory-entry: Grosse, Alb., Möbellackirer, Marcusstr. 50, ✉ 30: [150, 1244, 457, 1260]
directory-entry: Groszer, Rich., Schlosser, Alsterdorferstrasse 71, ✉ 39: [1185, 1487, 1515, 1520]
directory-entry: — Johs., ¹/F² Johs. Gross & Co., ☏ II, 2188, Lappenbergsallee 14, ✉ 31: [150, 353, 480, 385]
adjacent-page-fragment: 4,: [76, 754, 89, 769]
directory-entry: — Wwe, Louise, Possmoorweg 39, ✉ 39: [495, 693, 746, 709]
directory-entry: — Wilh., Commis, Borgfelderstr. 18, H. 4 ✉ 25: [495, 985, 789, 1001]
directory-entry: — Berthold, Mitgl. d. Bürgersch., Geschäftsf. v. Gewerkschaftshaus Hamburg., G. m. b. H., Besenbinderhof 57, Zimm. 6, ✉ 1, Wohn: Henriettenstr. 40, ✉ 19: [150, 1309, 480, 1374]
directory-entry: ⊙ Gross & Co., IR, Agentur, T-Adr: Grossström, ☏ III, 3587, St. G., Langereihe 86, ✉ 5, Inh: K. J. Gross u. J. D. Quarnström: [150, 1017, 480, 1067]
directory-entry: — Carl, Brothandlung, Zeisigstr. 8, ✉ 22: [840, 515, 1096, 531]
directory-entry: — Ludw., Eisendreher, Schumannstr. 63, ✉ 21: [150, 612, 442, 628]
directory-entry: — Ad., Vertreter Winterhuderweg 40, ✉ 21: [840, 920, 1113, 936]
directory-entry: — F. Oskar, Baunnternehmer, ☏ V, 1774, Ausschlägerweg 21, ✉ 23: [840, 1471, 1170, 1503]
directory-entry: — Grossmann, Ad., ¹/F² Ad. Grossmann & Co., Alsterdamm 3, ✉ 1: [840, 936, 1170, 969]
directory-entry: — Feodor, Techniker, Winterhuderweg 40, ✉ 21: [840, 1358, 1142, 1374]
directory-entry: Grosscheider, Aug., Cig.-Arbtr., Bartelsstrasse 89, H. 4, ✉ 6: [150, 1180, 480, 1212]
directory-entry: — Wwe, J., Tornquiststr. 70, ✉ 19: [1185, 337, 1395, 353]
adjacent-page-fragment: 4,: [76, 555, 89, 570]
adjacent-page-fragment: 1: [80, 613, 89, 628]
directory-entry: — Friedr., Schmied, Vorsetzen 40, ✉ 9: [495, 272, 738, 288]
header-last-entry: Grot: [1135, 95, 1186, 120]
adjacent-page-fragment: d.: [76, 945, 89, 960]
directory-entry: — Johs., Musiker, Stellingerweg 32, ✉ 31: [495, 548, 756, 564]
directory-entry: — John H. M., Kaufm., Woltmannstr. 10, ✉ 1: [150, 467, 431, 483]
adjacent-page-fragment: 22: [72, 671, 89, 686]
directory-entry: — A., Schmied, Jägerstr. 37, ✉ 4: [840, 888, 1045, 904]
directory-entry: — J. F. A., Schosssschliessergeh., Görtwiete 17, ✉ 11: [495, 564, 825, 596]
directory-entry: — Erwin, Kaufm., Mühlendamm 9, ✉ 24: [840, 1325, 1094, 1341]
directory-entry: — Wwe, H., Schumannstr. 28 H. 1, ✉ 21: [495, 434, 750, 450]
adjacent-page-fragment: k-: [76, 1501, 89, 1516]
